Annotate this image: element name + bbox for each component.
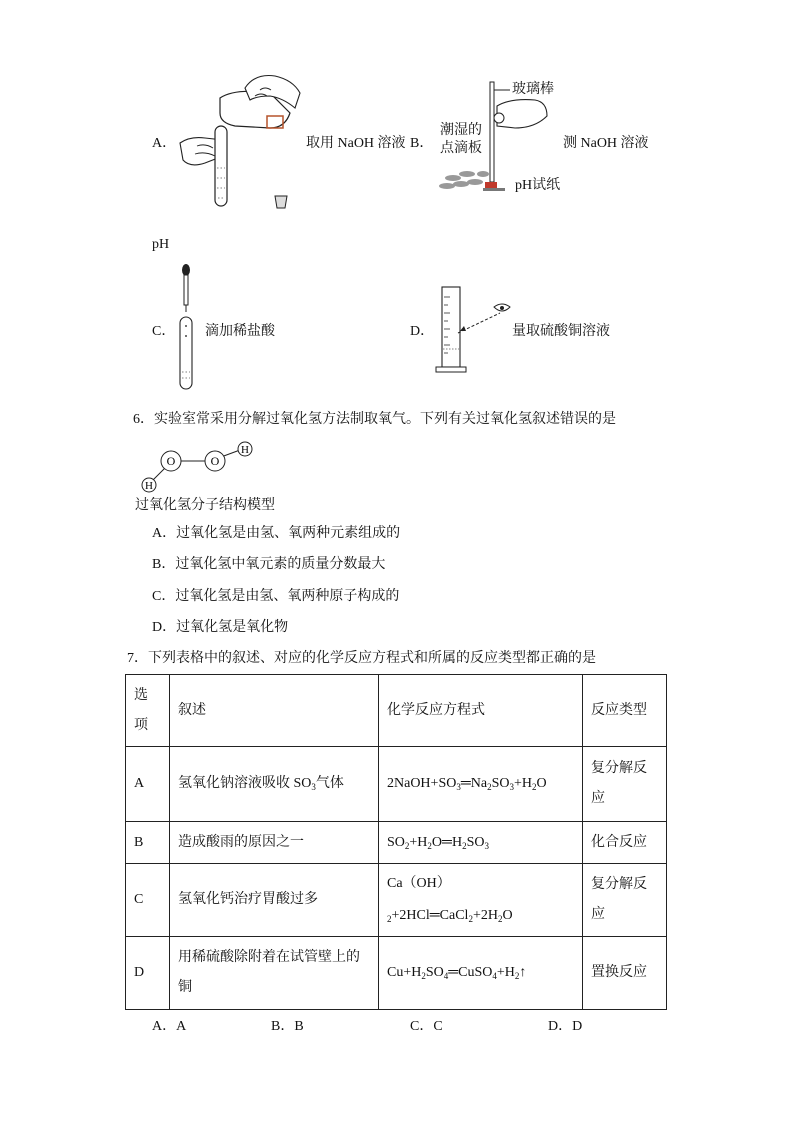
row-equation: $Ca(OH)_2+2HCl═CaCl_2+2H_2O$ [379, 864, 583, 937]
spot-plate-label-1: 潮湿的 [440, 123, 482, 138]
hand-pour-illustration [175, 68, 305, 213]
spot-plate-icon [439, 171, 489, 189]
option-d-caption: 量取硫酸铜溶液 [512, 324, 610, 339]
row-option: B [126, 822, 170, 864]
row-option: A [126, 747, 170, 822]
ph-paper-label: pH试纸 [515, 178, 561, 193]
q6-option-d[interactable]: D．过氧化氢是氧化物 [152, 620, 289, 635]
q7-answer-a[interactable]: A．A [152, 1019, 187, 1034]
option-d-label: D． [410, 324, 435, 339]
table-row [126, 747, 667, 822]
atom-o-1: O [166, 454, 176, 468]
row-desc: 氢氧化钠溶液吸收 $SO_3$气体 [170, 747, 379, 822]
dropper-icon [174, 262, 198, 392]
option-b-label: B． [410, 136, 434, 151]
test-tube-icon [215, 126, 227, 206]
row-equation: $Cu+H_2SO_4═CuSO_4+H_2↑$ [379, 937, 583, 1010]
atom-o-2: O [210, 454, 220, 468]
atom-h-2: H [241, 444, 249, 456]
q6-option-c[interactable]: C．过氧化氢是由氢、氧两种原子构成的 [152, 589, 400, 604]
ph-trailing-text: pH [152, 237, 170, 252]
row-desc: 造成酸雨的原因之一 [170, 822, 379, 864]
molecule-model [135, 438, 260, 494]
row-desc: 氢氧化钙治疗胃酸过多 [170, 864, 379, 937]
header-equation: 化学反应方程式 [379, 675, 583, 747]
header-option: 选 项 [126, 675, 170, 747]
graduated-cylinder-icon [434, 283, 514, 375]
spot-plate-label-2: 点滴板 [440, 141, 482, 156]
row-desc: 用稀硫酸除附着在试管壁上的 铜 [170, 937, 379, 1010]
row-equation: $SO_2+H_2O═H_2SO_3$ [379, 822, 583, 864]
option-c-caption: 滴加稀盐酸 [205, 324, 275, 339]
option-b-caption: 测 NaOH 溶液 [563, 136, 649, 151]
header-desc: 叙述 [170, 675, 379, 747]
row-type: 复分解反 应 [583, 864, 667, 937]
table-row [126, 937, 667, 1010]
atom-h-1: H [145, 480, 153, 492]
row-equation: $2NaOH+SO_3═Na_2SO_3+H_2O$ [379, 747, 583, 822]
q7-answer-c[interactable]: C．C [410, 1019, 443, 1034]
option-a-label: A． [152, 136, 177, 151]
header-type: 反应类型 [583, 675, 667, 747]
table-row [126, 864, 667, 937]
row-type: 化合反应 [583, 822, 667, 864]
option-c-label: C． [152, 324, 176, 339]
q6-option-b[interactable]: B．过氧化氢中氧元素的质量分数最大 [152, 557, 386, 572]
row-option: D [126, 937, 170, 1010]
glass-rod-icon [490, 82, 494, 182]
q7-answer-d[interactable]: D．D [548, 1019, 583, 1034]
q6-stem: 6．实验室常采用分解过氧化氢方法制取氧气。下列有关过氧化氢叙述错误的是 [133, 412, 616, 427]
row-type: 置换反应 [583, 937, 667, 1010]
molecule-caption: 过氧化氢分子结构模型 [135, 498, 275, 513]
table-header-row [126, 675, 667, 747]
row-option: C [126, 864, 170, 937]
row-type: 复分解反 应 [583, 747, 667, 822]
q7-answer-b[interactable]: B．B [271, 1019, 304, 1034]
option-a-caption: 取用 NaOH 溶液 [306, 136, 406, 151]
reaction-table [125, 674, 667, 1010]
table-row [126, 822, 667, 864]
q6-option-a[interactable]: A．过氧化氢是由氢、氧两种元素组成的 [152, 526, 401, 541]
glass-rod-label: 玻璃棒 [512, 82, 554, 97]
q7-stem: 7．下列表格中的叙述、对应的化学反应方程式和所属的反应类型都正确的是 [127, 651, 596, 666]
